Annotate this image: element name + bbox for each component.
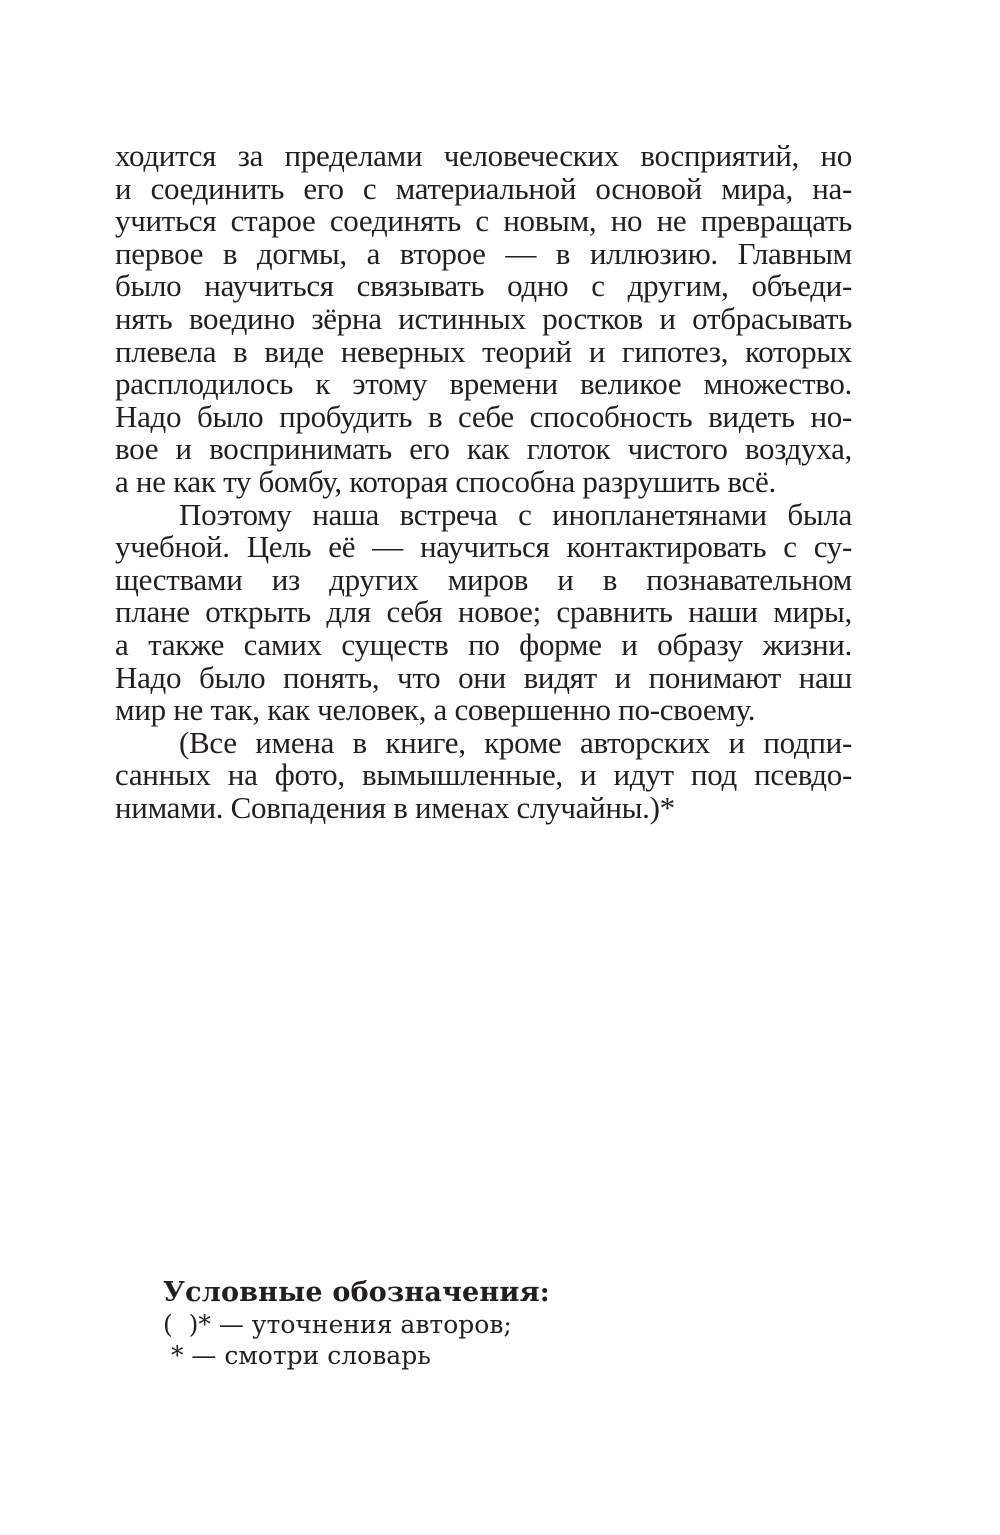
- text-line: Поэтому наша встреча с инопланетянами была: [179, 496, 852, 532]
- text-line: учиться старое соединять с новым, но не превращать: [115, 203, 852, 239]
- text-line: нимами. Совпадения в именах случайны.)*: [115, 789, 675, 825]
- text-line: учебной. Цель её — научиться контактировать с су-: [115, 529, 852, 565]
- text-line: плевела в виде неверных теорий и гипотез, которых: [115, 333, 852, 369]
- text-line: первое в догмы, а второе — в иллюзию. Главным: [115, 235, 852, 271]
- text-line: мир не так, как человек, а совершенно по-своему.: [115, 692, 756, 728]
- body-text: [115, 140, 852, 824]
- legend-item-author-notes: ( )* — уточнения авторов;: [163, 1310, 512, 1339]
- text-line: санных на фото, вымышленные, и идут под псевдо-: [115, 757, 852, 793]
- text-line: а не как ту бомбу, которая способна разрушить всё.: [115, 463, 776, 499]
- legend-item-glossary: * — смотри словарь: [163, 1341, 431, 1370]
- text-line: Надо было понять, что они видят и понимают наш: [115, 659, 852, 695]
- text-line: ходится за пределами человеческих восприятий, но: [115, 138, 852, 173]
- text-line: и соединить его с материальной основой мира, на-: [115, 170, 852, 206]
- text-line: было научиться связывать одно с другим, объеди-: [115, 268, 852, 304]
- text-line: вое и воспринимать его как глоток чистого воздуха,: [115, 431, 852, 467]
- text-line: а также самих существ по форме и образу жизни.: [115, 626, 852, 662]
- text-line: плане открыть для себя новое; сравнить наши миры,: [115, 594, 852, 630]
- paragraph-2: [115, 496, 852, 728]
- text-line: расплодилось к этому времени великое множество.: [115, 366, 852, 402]
- legend: [163, 1277, 663, 1371]
- text-line: Надо было пробудить в себе способность видеть но-: [115, 398, 852, 434]
- paragraph-1: [115, 140, 852, 499]
- text-line: нять воедино зёрна истинных ростков и отбрасывать: [115, 300, 852, 336]
- paragraph-3-note: [115, 724, 852, 825]
- text-line: ществами из других миров и в познавательном: [115, 561, 852, 597]
- legend-title: Условные обозначения:: [163, 1277, 550, 1308]
- text-line: (Все имена в книге, кроме авторских и подпи-: [179, 724, 852, 760]
